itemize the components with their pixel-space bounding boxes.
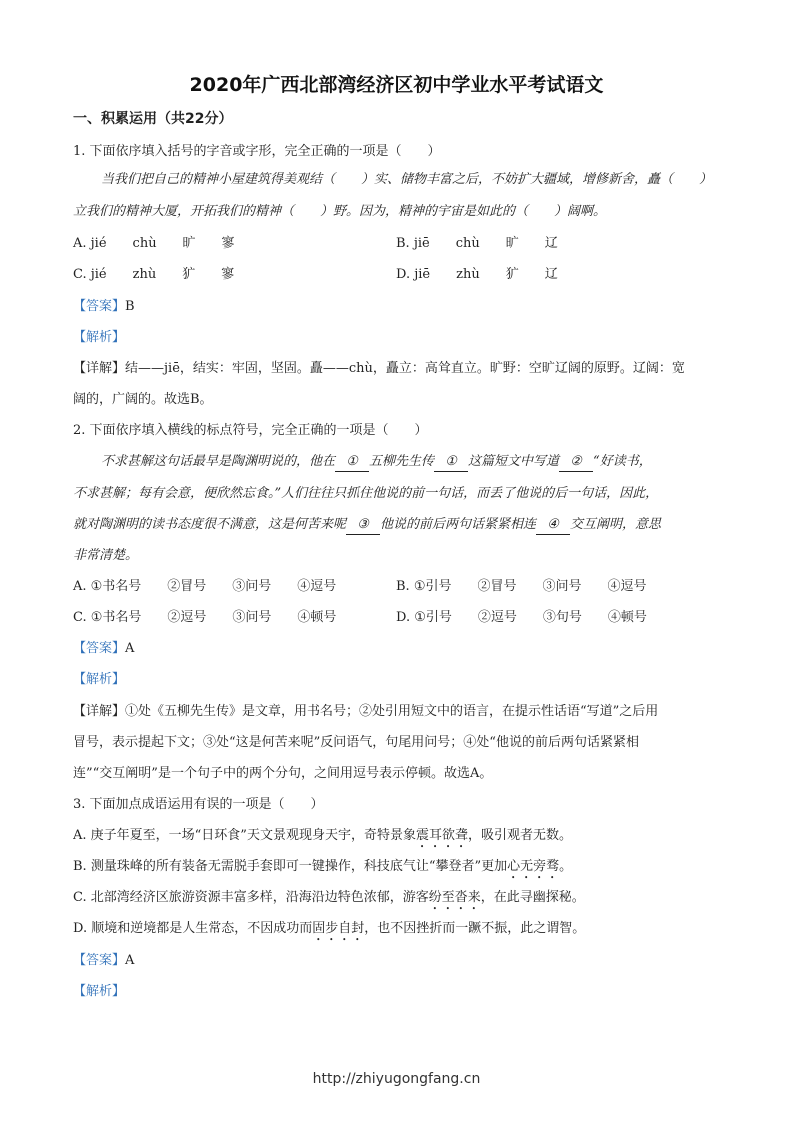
option-text: D. 顺境和逆境都是人生常态，不因成功而: [73, 921, 313, 936]
question-1-answer: [73, 298, 723, 316]
answer-tag: 【答案】: [73, 953, 126, 968]
option-text: 。: [559, 859, 573, 874]
option-text: A. 庚子年夏至，一场“日环食”天文景观现身天宇，奇特景象: [73, 828, 416, 843]
question-2-passage-cont: 不求甚解；每有会意，便欣然忘食。”人们往往只抓住他说的前一句话，而丢了他说的后一句话，因此，: [73, 486, 659, 501]
passage-text: 就对陶渊明的读书态度很不满意，这是何苦来呢: [73, 517, 347, 532]
section-heading: 一、积累运用（共22分）: [73, 111, 233, 127]
answer-value: B: [125, 299, 135, 314]
passage-text: “好读书，: [593, 454, 652, 469]
question-2-option-a: A. ①书名号 ②冒号 ③问号 ④逗号: [73, 579, 337, 594]
question-3-answer: [73, 952, 723, 970]
dotted-idiom: 纷至沓来: [428, 890, 481, 905]
passage-text: 交互阐明，意思: [570, 517, 662, 532]
question-1-analysis-tag: 【解析】: [73, 330, 126, 345]
blank-1: ①: [335, 453, 369, 472]
question-2-answer: [73, 640, 723, 658]
question-1-option-a: A. jié chù 旷 寥: [73, 236, 235, 251]
question-1-passage: 当我们把自己的精神小屋建筑得美观结（ ）实、储物丰富之后，不妨扩大疆域，增修新舍，矗（ ）: [101, 172, 713, 187]
blank-4: ④: [536, 516, 570, 535]
passage-text: 这篇短文中写道: [468, 454, 560, 469]
question-1-option-c: C. jié zhù 犷 寥: [73, 267, 235, 282]
blank-3: ③: [346, 516, 380, 535]
dotted-idiom: 心无旁骛: [507, 859, 560, 874]
option-text: B. 测量珠峰的所有装备无需脱手套即可一键操作，科技底气让“攀登者”更加: [73, 859, 508, 874]
dotted-idiom: 固步自封: [312, 921, 365, 936]
answer-tag: 【答案】: [73, 299, 126, 314]
question-2-passage-end: 非常清楚。: [73, 548, 139, 563]
page-title: 2020年广西北部湾经济区初中学业水平考试语文: [189, 74, 604, 96]
question-3-option-b: [73, 858, 723, 882]
question-2-detail-cont: 冒号，表示提起下文；③处“这是何苦来呢”反问语气，句尾用问号；④处“他说的前后两句话紧紧相: [73, 735, 639, 750]
question-2-detail: 【详解】①处《五柳先生传》是文章，用书名号；②处引用短文中的语言，在提示性话语“写道”之后用: [73, 704, 659, 719]
question-1-option-d: D. jiē zhù 犷 辽: [396, 267, 558, 282]
passage-text: 他说的前后两句话紧紧相连: [380, 517, 537, 532]
question-3-option-d: [73, 920, 723, 944]
question-1-detail: 【详解】结——jiē，结实：牢固，坚固。矗——chù，矗立：高耸直立。旷野：空旷辽阔的原野。辽阔：宽: [73, 361, 685, 376]
question-3-option-c: [73, 889, 723, 913]
answer-value: A: [125, 953, 135, 968]
answer-tag: 【答案】: [73, 641, 126, 656]
question-2-stem: 2. 下面依序填入横线的标点符号，完全正确的一项是（ ）: [73, 423, 428, 438]
dotted-idiom: 震耳欲聋: [415, 828, 468, 843]
question-2-option-b: B. ①引号 ②冒号 ③问号 ④逗号: [396, 579, 647, 594]
passage-text: 不求甚解这句话最早是陶渊明说的，他在: [101, 454, 336, 469]
question-2-analysis-tag: 【解析】: [73, 672, 126, 687]
option-text: ，吸引观者无数。: [467, 828, 572, 843]
option-text: C. 北部湾经济区旅游资源丰富多样，沿海沿边特色浓郁，游客: [73, 890, 429, 905]
question-1-stem: 1. 下面依序填入括号的字音或字形，完全正确的一项是（ ）: [73, 144, 441, 159]
question-2-passage: [101, 453, 723, 472]
question-2-passage-cont2: [73, 516, 723, 535]
question-2-option-d: D. ①引号 ②逗号 ③句号 ④顿号: [396, 610, 647, 625]
question-1-option-b: B. jiē chù 旷 辽: [396, 236, 558, 251]
blank-1b: ①: [434, 453, 468, 472]
passage-text: 五柳先生传: [369, 454, 435, 469]
question-2-option-c: C. ①书名号 ②逗号 ③问号 ④顿号: [73, 610, 337, 625]
option-text: ，也不因挫折而一蹶不振，此之谓智。: [364, 921, 586, 936]
question-2-detail-cont2: 连”“交互阐明”是一个句子中的两个分句，之间用逗号表示停顿。故选A。: [73, 766, 493, 781]
blank-2: ②: [559, 453, 593, 472]
question-3-stem: 3. 下面加点成语运用有误的一项是（ ）: [73, 797, 324, 812]
question-3-option-a: [73, 827, 723, 851]
option-text: ，在此寻幽探秘。: [480, 890, 585, 905]
question-1-detail-cont: 阔的，广阔的。故选B。: [73, 392, 213, 407]
question-3-analysis-tag: 【解析】: [73, 984, 126, 999]
footer-url[interactable]: http://zhiyugongfang.cn: [312, 1071, 481, 1087]
question-1-passage-cont: 立我们的精神大厦，开拓我们的精神（ ）野。因为，精神的宇宙是如此的（ ）阔啊。: [73, 204, 607, 219]
answer-value: A: [125, 641, 135, 656]
